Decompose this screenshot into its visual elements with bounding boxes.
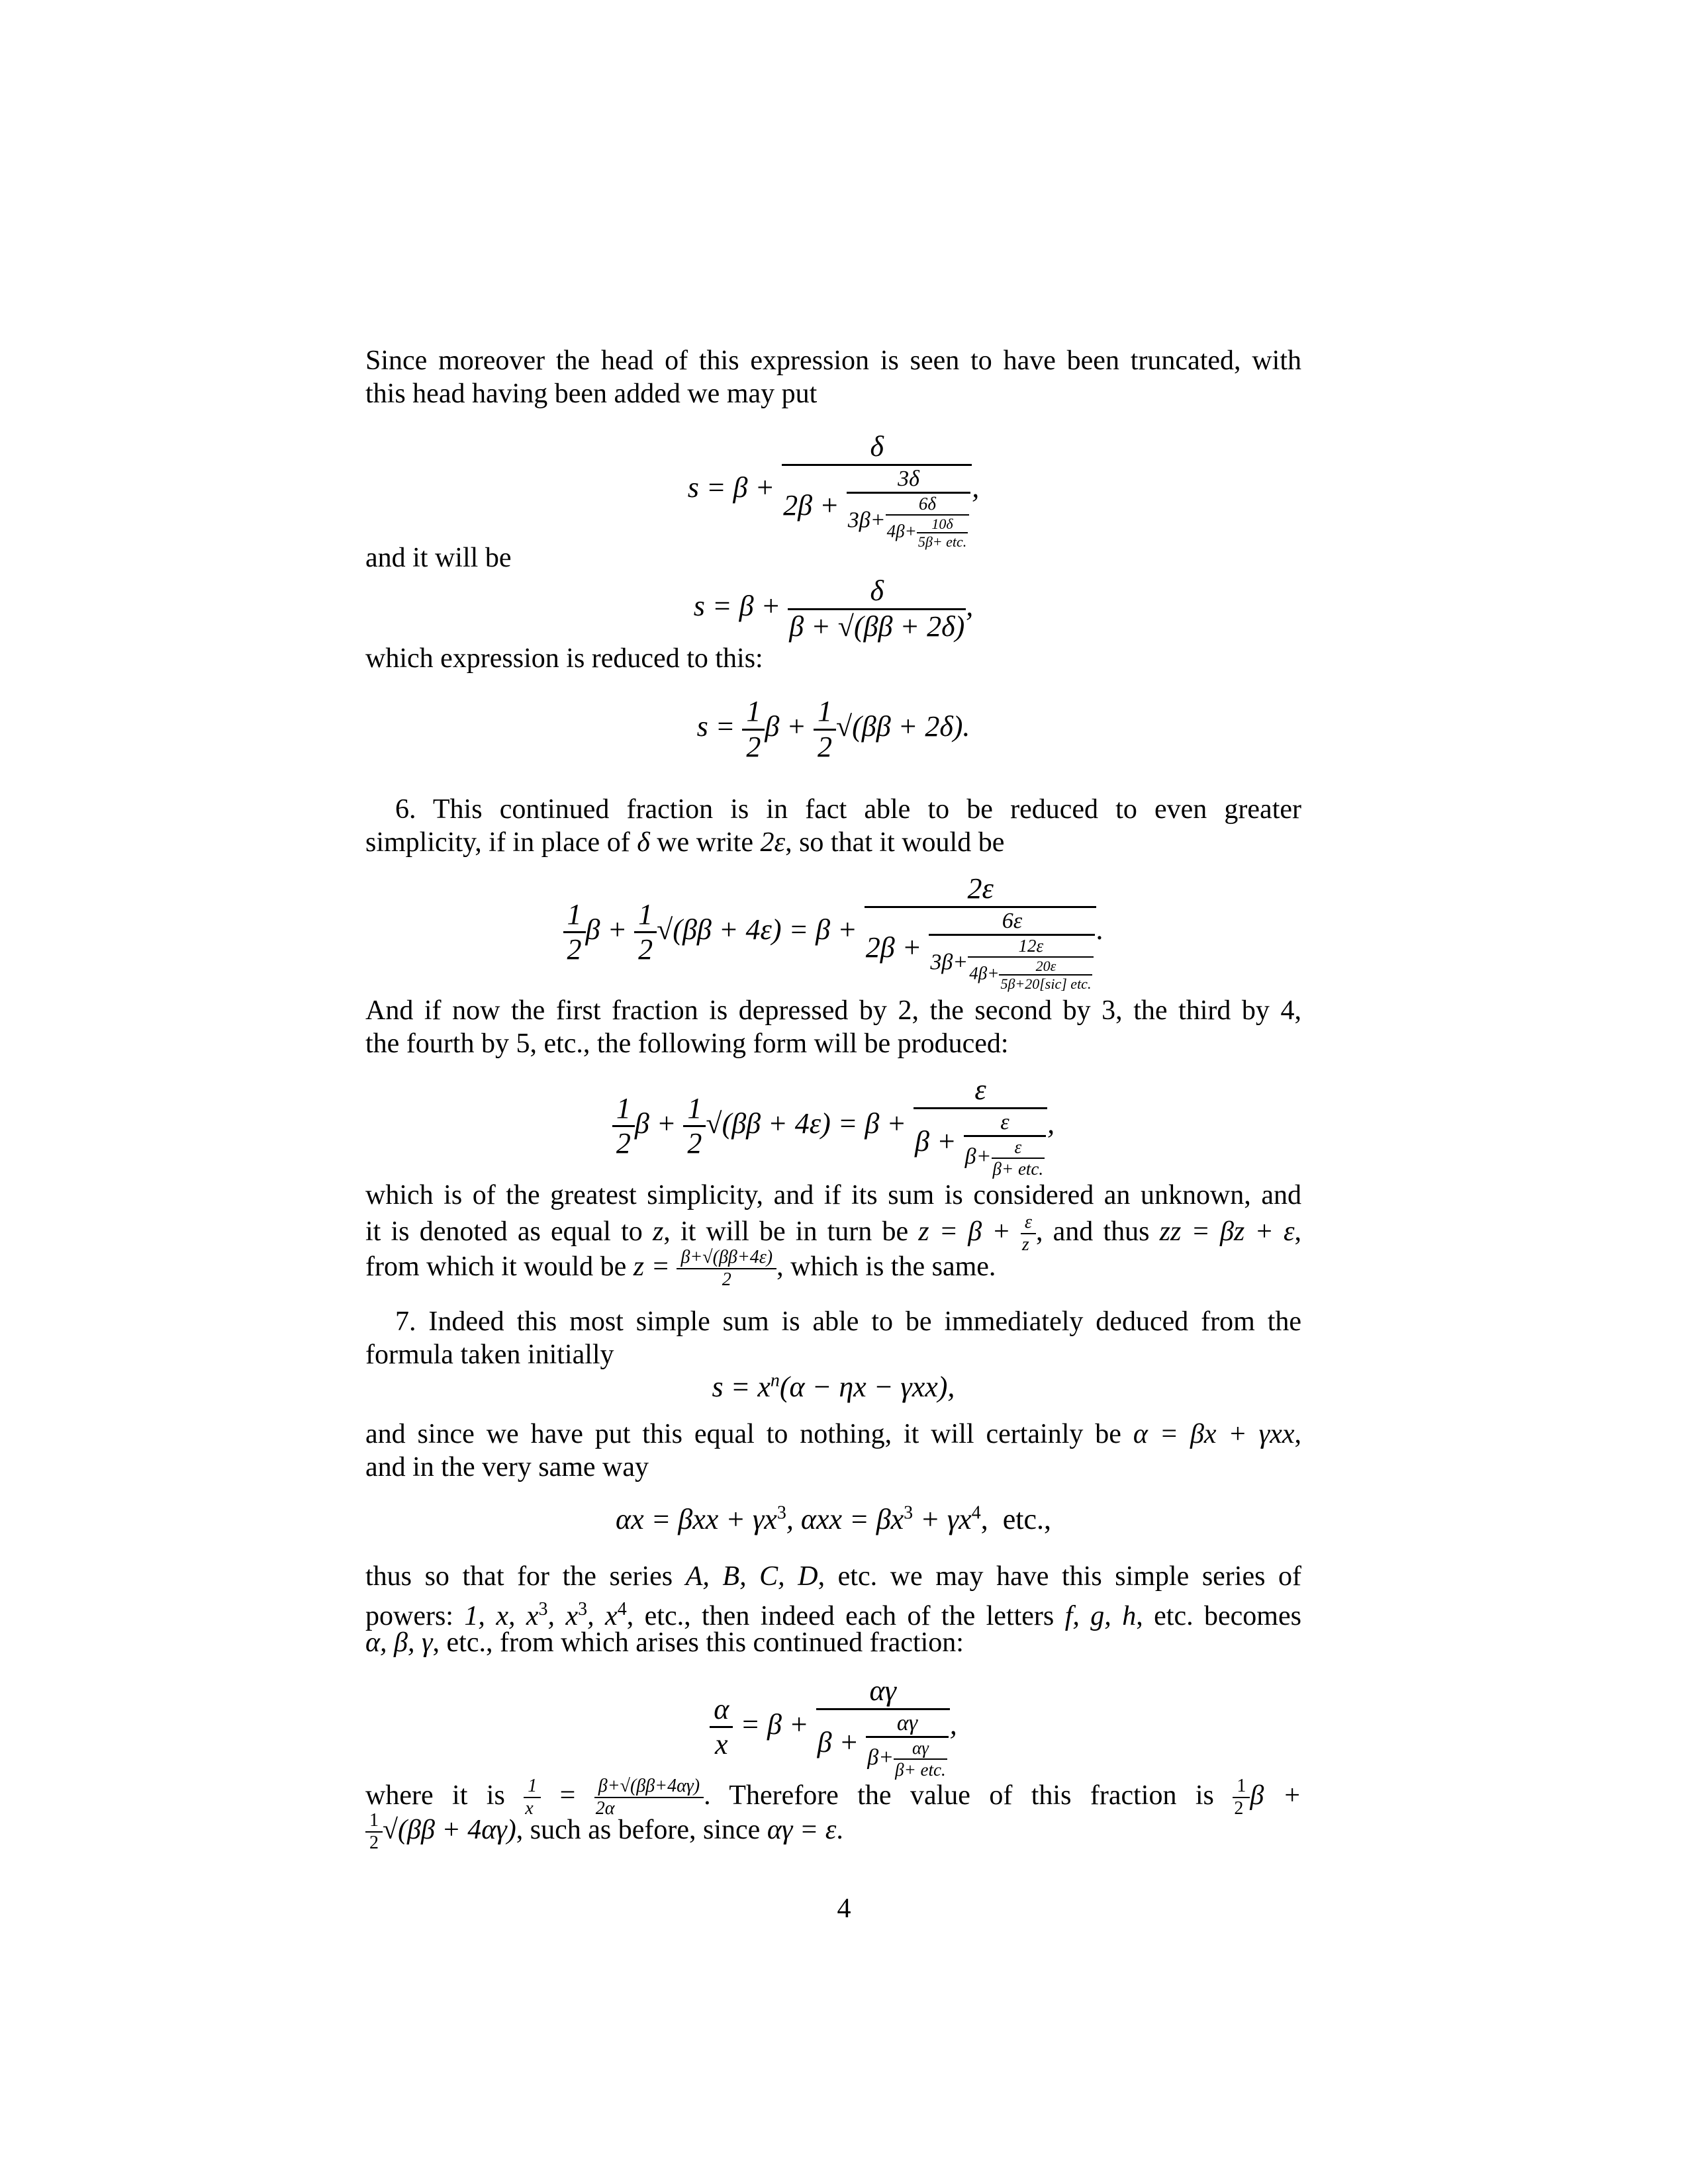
paragraph-line (365, 1810, 1301, 1854)
equation-continued-fraction-8 (365, 1674, 1301, 1780)
text: , etc. we may have this simple series of (818, 1561, 1302, 1592)
math: , x (547, 1601, 579, 1631)
eq-text: , (949, 1707, 957, 1741)
eq-text: s = β + (693, 590, 788, 623)
text: we write (649, 827, 761, 858)
paragraph-line: Since moreover the head of this expression is seen to have been truncated, with (365, 345, 1301, 376)
text: , so that it would be (785, 827, 1005, 858)
math: , x (587, 1601, 618, 1631)
math: α, β, γ (365, 1627, 433, 1658)
paragraph-line: formula taken initially (365, 1340, 614, 1370)
eq-text: 5β+ etc. (917, 533, 967, 551)
text: , such as before, since (516, 1814, 767, 1845)
eq-text: 2 (746, 730, 761, 763)
eq-text: s = β + (687, 471, 782, 504)
text: , which is the same. (776, 1251, 996, 1282)
eq-text: 5β+20[sic] etc. (1000, 976, 1092, 993)
math: 2 (1234, 1798, 1244, 1819)
math: z (1021, 1234, 1029, 1255)
math: 2 (369, 1833, 379, 1854)
eq-text: = β + (733, 1707, 816, 1741)
paragraph-line: 6. This continued fraction is in fact able to be reduced to even greater (395, 794, 1301, 825)
eq-text: 2β + (783, 488, 847, 522)
paragraph-line: which is of the greatest simplicity, and if its sum is considered an unknown, and (365, 1180, 1301, 1210)
equation-continued-fraction-1 (365, 430, 1301, 550)
text: , (1294, 1419, 1301, 1449)
eq-text: , (966, 590, 974, 623)
eq-text: 3 (904, 1502, 914, 1524)
math: δ (637, 827, 650, 858)
eq-text: 3δ (847, 466, 971, 494)
eq-text: 1 (612, 1092, 635, 1128)
paragraph-line (365, 1626, 1301, 1659)
math: √(ββ + 4αγ) (383, 1814, 516, 1845)
text: . (836, 1814, 843, 1845)
eq-text: αγ (866, 1710, 949, 1738)
text: thus so that for the series (365, 1561, 686, 1592)
text: from which it would be (365, 1251, 633, 1282)
equation-3 (365, 695, 1301, 764)
text: and since we have put this equal to nothing, it will certainly be (365, 1419, 1133, 1449)
eq-text: 2 (818, 730, 832, 763)
eq-text: β + (915, 1124, 964, 1158)
eq-text: √(ββ + 4ε) = β + (706, 1107, 914, 1140)
eq-text: 2 (616, 1127, 631, 1160)
eq-text: ε (992, 1137, 1045, 1159)
eq-text: β + (817, 1725, 867, 1758)
paragraph-line: this head having been added we may put (365, 379, 818, 409)
eq-text: ε (964, 1109, 1047, 1137)
paragraph-line (365, 1560, 1301, 1593)
math: zz = βz + ε (1159, 1216, 1295, 1247)
eq-text: β + √(ββ + 2δ) (789, 610, 965, 643)
eq-text: 1 (634, 898, 657, 934)
paragraph-line (365, 1418, 1301, 1451)
eq-text: αγ (816, 1674, 950, 1710)
eq-text: , (1047, 1107, 1055, 1140)
math: A, B, C, D (685, 1561, 818, 1592)
math: 1 (1233, 1776, 1250, 1798)
text: , etc. becomes (1136, 1601, 1301, 1631)
eq-text: β + (634, 1107, 684, 1140)
eq-text: + γx (913, 1503, 972, 1535)
math: 1 (524, 1776, 541, 1798)
eq-text: s = (696, 710, 743, 743)
eq-text: β+ (867, 1745, 894, 1770)
page-number: 4 (837, 1893, 851, 1924)
math: 4 (617, 1599, 627, 1619)
math: 2α (595, 1798, 615, 1819)
eq-text: α (710, 1693, 733, 1729)
eq-text: etc., (988, 1503, 1051, 1535)
equation-6 (365, 1370, 1301, 1404)
eq-text: 2 (687, 1127, 702, 1160)
math: 3 (538, 1599, 548, 1619)
text: , etc., from which arises this continued fraction: (432, 1627, 964, 1658)
text: powers: (365, 1601, 465, 1631)
eq-text: 2 (638, 933, 653, 966)
eq-text: n (770, 1370, 780, 1391)
math: x (525, 1798, 534, 1819)
eq-text: 6δ (886, 494, 970, 516)
math: β+√(ββ+4αγ) (594, 1776, 704, 1798)
eq-text: , (972, 471, 980, 504)
text: , and thus (1035, 1216, 1160, 1247)
eq-text: αγ (894, 1738, 947, 1760)
eq-text: αx = βxx + γx (615, 1503, 777, 1535)
math: αγ = ε (767, 1814, 837, 1845)
equation-2 (365, 574, 1301, 643)
eq-text: β+ (964, 1144, 992, 1169)
eq-text: 1 (683, 1092, 706, 1128)
eq-text: 1 (742, 695, 765, 731)
eq-text: 2β + (865, 931, 929, 964)
eq-text: 12ε (968, 936, 1094, 958)
equation-continued-fraction-4 (365, 872, 1301, 992)
math: z (652, 1216, 664, 1247)
text: = (541, 1780, 594, 1811)
math: 2 (722, 1269, 731, 1291)
eq-text: x (715, 1728, 728, 1761)
eq-text: δ (788, 574, 966, 610)
eq-text: 10δ (917, 516, 968, 533)
eq-text: 4 (971, 1502, 981, 1524)
paragraph-line: and in the very same way (365, 1452, 649, 1482)
paragraph-line: And if now the first fraction is depressed by 2, the second by 3, the third by 4, (365, 995, 1301, 1026)
paragraph-line (365, 826, 1301, 859)
equation-7 (365, 1502, 1301, 1536)
paragraph-line: the fourth by 5, etc., the following form will be produced: (365, 1028, 1009, 1059)
eq-text: 3β+ (930, 950, 968, 975)
eq-text: 2ε (865, 872, 1097, 908)
eq-text: , αxx = βx (786, 1503, 904, 1535)
math: β + (1250, 1780, 1301, 1811)
text: , (1294, 1216, 1302, 1247)
paragraph-line: 7. Indeed this most simple sum is able to be immediately deduced from the (395, 1306, 1301, 1337)
eq-text: β+ etc. (992, 1158, 1044, 1179)
eq-text: β+ etc. (895, 1759, 946, 1780)
eq-text: β + (585, 913, 635, 946)
text: where it is (365, 1780, 524, 1811)
paragraph-line (365, 1247, 1301, 1291)
equation-continued-fraction-5 (365, 1073, 1301, 1179)
eq-text: . (1096, 913, 1104, 946)
text: . Therefore the value of this fraction is (704, 1780, 1233, 1811)
eq-text: √(ββ + 4ε) = β + (657, 913, 865, 946)
eq-text: 4β+ (969, 963, 1000, 983)
eq-text: 3 (776, 1502, 786, 1524)
math: ε (1021, 1212, 1036, 1234)
eq-text: 1 (814, 695, 836, 731)
eq-text: ε (914, 1073, 1047, 1109)
text: , etc., then indeed each of the letters (626, 1601, 1065, 1631)
eq-text: 3β+ (847, 508, 886, 533)
math: α = βx + γxx (1133, 1419, 1295, 1449)
eq-text: 20ε (999, 958, 1092, 976)
eq-text: δ (782, 430, 972, 466)
math: f, g, h (1064, 1601, 1137, 1631)
math: 2ε (760, 827, 786, 858)
eq-text: 2 (567, 933, 582, 966)
eq-text: (α − ηx − γxx), (779, 1371, 955, 1403)
math: 3 (578, 1599, 588, 1619)
paragraph-line: and it will be (365, 543, 512, 573)
math: z = β + (918, 1216, 1021, 1247)
eq-text: √(ββ + 2δ). (836, 710, 970, 743)
math: z = (633, 1251, 677, 1282)
text: , it will be in turn be (663, 1216, 919, 1247)
eq-text: 6ε (929, 908, 1095, 936)
math: 1 (365, 1810, 383, 1833)
math: 1, x, x (464, 1601, 539, 1631)
paragraph-line: which expression is reduced to this: (365, 643, 763, 674)
text: simplicity, if in place of (365, 827, 637, 858)
eq-text: , (980, 1503, 988, 1535)
text: it is denoted as equal to (365, 1216, 653, 1247)
eq-text: 1 (563, 898, 586, 934)
eq-text: β + (765, 710, 814, 743)
eq-text: s = x (712, 1371, 771, 1403)
math: β+√(ββ+4ε) (677, 1247, 776, 1269)
eq-text: 4β+ (886, 521, 917, 541)
